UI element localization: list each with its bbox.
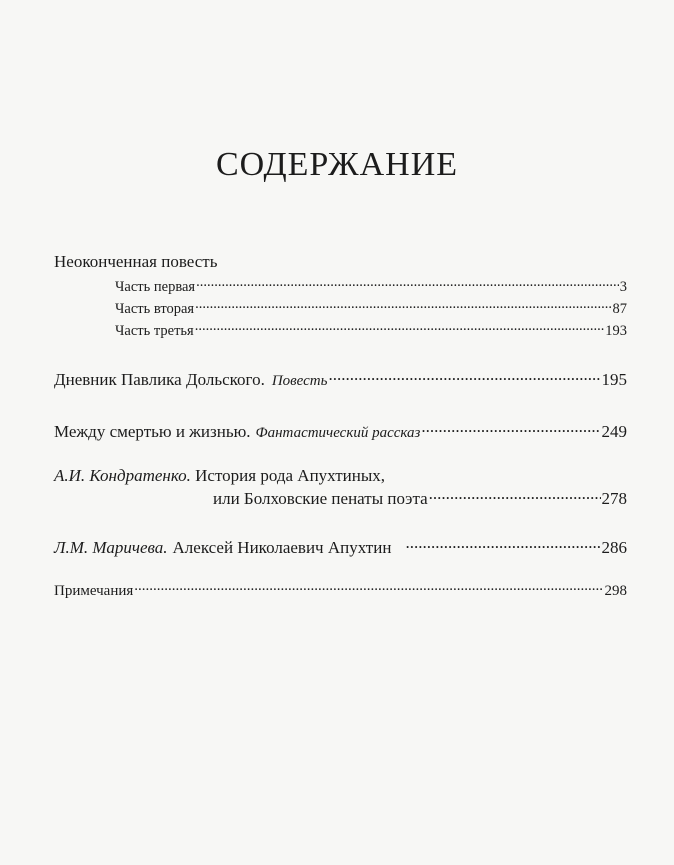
toc-entry-title: Алексей Николаевич Апухтин: [172, 538, 392, 557]
page-title: СОДЕРЖАНИЕ: [215, 146, 459, 183]
dot-leader: [328, 368, 600, 385]
dot-leader: [196, 276, 619, 291]
toc-entry-label: Часть первая: [115, 278, 196, 295]
dot-leader: [134, 580, 603, 595]
dot-leader: [195, 320, 605, 335]
toc-entry-kondratenko-line2: [213, 487, 627, 509]
toc-entry-part-2: [115, 298, 627, 318]
toc-entry-mezhdu: [54, 420, 627, 442]
toc-entry-part-1: [115, 276, 627, 296]
toc-entry-title: Между смертью и жизнью.: [54, 422, 251, 441]
toc-page-number: 278: [601, 489, 627, 508]
toc-entry-maricheva: [54, 536, 627, 558]
toc-page-number: 195: [601, 370, 627, 389]
toc-entry-notes: [54, 580, 627, 600]
toc-entry-title: История рода Апухтиных,: [195, 466, 386, 485]
toc-entry-dnevnik: [54, 368, 627, 390]
toc-entry-genre: Повесть: [271, 373, 328, 389]
toc-page-number: 249: [601, 422, 627, 441]
toc-entry-title: или Болховские пенаты поэта: [213, 489, 428, 508]
toc-page-number: 3: [619, 278, 627, 295]
dot-leader: [429, 487, 601, 504]
toc-entry-author: Л.М. Маричева.: [54, 538, 168, 557]
toc-entry-genre: Фантастический рассказ: [255, 425, 421, 441]
toc-entry-kondratenko-line1: [54, 466, 385, 486]
toc-page-number: 193: [605, 322, 627, 339]
toc-entry-part-3: [115, 320, 627, 340]
toc-entry-title: Дневник Павлика Дольского.: [54, 370, 265, 389]
toc-entry-title: Примечания: [54, 583, 134, 599]
toc-entry-label: Часть вторая: [115, 300, 195, 317]
dot-leader: [421, 420, 600, 437]
dot-leader: [405, 536, 600, 553]
toc-page-number: 87: [612, 300, 627, 317]
toc-entry-label: Часть третья: [115, 322, 194, 339]
section-heading: Неоконченная повесть: [54, 252, 218, 271]
dot-leader: [195, 298, 611, 313]
toc-page-number: 286: [601, 538, 627, 557]
toc-entry-author: А.И. Кондратенко.: [54, 466, 191, 485]
toc-page-number: 298: [604, 583, 627, 599]
